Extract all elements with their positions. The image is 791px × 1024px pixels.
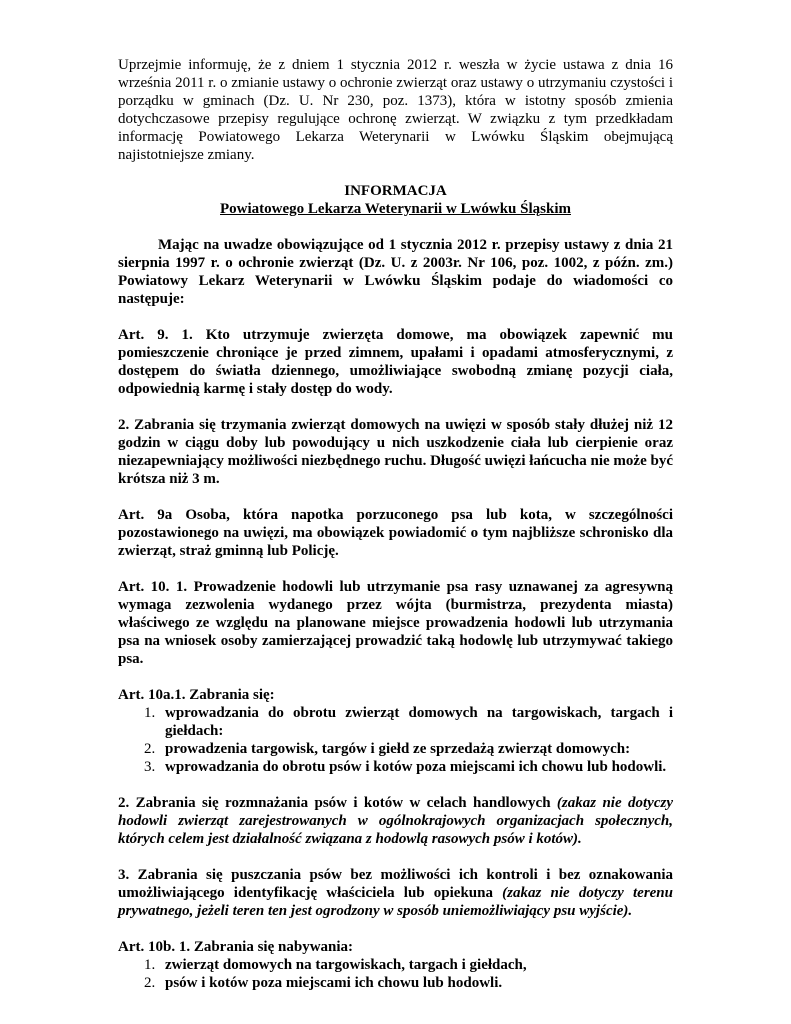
- list-item-text: wprowadzania do obrotu psów i kotów poza miejscami ich chowu lub hodowli.: [165, 759, 667, 775]
- list-item-number: 2.: [144, 975, 156, 991]
- art-10a-2-paragraph: [118, 794, 673, 848]
- art-10a-title: Art. 10a.1. Zabrania się:: [118, 687, 275, 703]
- art-10a-3-italic: (zakaz nie dotyczy terenu prywatnego, jeżeli teren ten jest ogrodzony w sposób uniemożliwiający psu wyjście).: [118, 885, 673, 919]
- document-subtitle: Powiatowego Lekarza Weterynarii w Lwówku Śląskim: [220, 201, 571, 217]
- list-item-text: zwierząt domowych na targowiskach, targach i giełdach,: [165, 957, 527, 973]
- art-10b-list: [118, 956, 673, 992]
- document-title: INFORMACJA: [344, 183, 447, 199]
- list-item-text: prowadzenia targowisk, targów i giełd ze sprzedażą zwierząt domowych:: [165, 741, 631, 757]
- list-item-text: wprowadzania do obrotu zwierząt domowych na targowiskach, targach i giełdach:: [165, 705, 673, 739]
- list-item-text: psów i kotów poza miejscami ich chowu lub hodowli.: [165, 975, 503, 991]
- list-item: [144, 704, 673, 740]
- art-9-2-paragraph: 2. Zabrania się trzymania zwierząt domowych na uwięzi w sposób stały dłużej niż 12 godzin w ciągu doby lub powodujący u nich uszkodzenie ciała lub cierpienie oraz niezapewniający możliwości niezbędnego ruchu. Długość uwięzi łańcucha nie może być krótsza niż 3 m.: [118, 417, 673, 487]
- list-item: [144, 974, 673, 992]
- art-10a-list: [118, 704, 673, 776]
- document-page: [118, 56, 673, 992]
- list-item: [144, 758, 673, 776]
- art-10a-3-bold: 3. Zabrania się puszczania psów bez możliwości ich kontroli i bez oznakowania umożliwiającego identyfikację właściciela lub opiekuna: [118, 867, 673, 901]
- list-item-number: 3.: [144, 759, 156, 775]
- art-10a-2-bold: 2. Zabrania się rozmnażania psów i kotów w celach handlowych: [118, 795, 557, 811]
- art-9-1-paragraph: Art. 9. 1. Kto utrzymuje zwierzęta domowe, ma obowiązek zapewnić mu pomieszczenie chroniące je przed zimnem, upałami i opadami atmosferycznymi, z dostępem do światła dziennego, umożliwiające swobodną zmianę pozycji ciała, odpowiednią karmę i stały dostęp do wody.: [118, 327, 673, 397]
- intro-paragraph: Uprzejmie informuję, że z dniem 1 stycznia 2012 r. weszła w życie ustawa z dnia 16 września 2011 r. o zmianie ustawy o ochronie zwierząt oraz ustawy o utrzymaniu czystości i porządku w gminach (Dz. U. Nr 230, poz. 1373), która w istotny sposób zmienia dotychczasowe przepisy regulujące ochronę zwierząt. W związku z tym przedkładam informację Powiatowego Lekarza Weterynarii w Lwówku Śląskim obejmującą najistotniejsze zmiany.: [118, 57, 673, 163]
- art-10b-title: Art. 10b. 1. Zabrania się nabywania:: [118, 939, 354, 955]
- art-9a-paragraph: Art. 9a Osoba, która napotka porzuconego psa lub kota, w szczególności pozostawionego na uwięzi, ma obowiązek powiadomić o tym najbliższe schronisko dla zwierząt, straż gminną lub Policję.: [118, 507, 673, 559]
- art-10a-3-paragraph: [118, 866, 673, 920]
- art-10a-2-italic: (zakaz nie dotyczy hodowli zwierząt zarejestrowanych w ogólnokrajowych organizacjach społecznych, których celem jest działalność związana z hodowlą rasowych psów i kotów).: [118, 795, 673, 847]
- list-item: [144, 956, 673, 974]
- list-item: [144, 740, 673, 758]
- lead-paragraph: Mając na uwadze obowiązujące od 1 stycznia 2012 r. przepisy ustawy z dnia 21 sierpnia 1997 r. o ochronie zwierząt (Dz. U. z 2003r. Nr 106, poz. 1002, z późn. zm.) Powiatowy Lekarz Weterynarii w Lwówku Śląskim podaje do wiadomości co następuje:: [118, 237, 673, 307]
- art-10-1-paragraph: Art. 10. 1. Prowadzenie hodowli lub utrzymanie psa rasy uznawanej za agresywną wymaga zezwolenia wydanego przez wójta (burmistrza, prezydenta miasta) właściwego ze względu na planowane miejsce prowadzenia hodowli lub utrzymania psa na wniosek osoby zamierzającej prowadzić taką hodowlę lub utrzymywać takiego psa.: [118, 579, 673, 667]
- list-item-number: 2.: [144, 741, 156, 757]
- list-item-number: 1.: [144, 705, 156, 721]
- list-item-number: 1.: [144, 957, 156, 973]
